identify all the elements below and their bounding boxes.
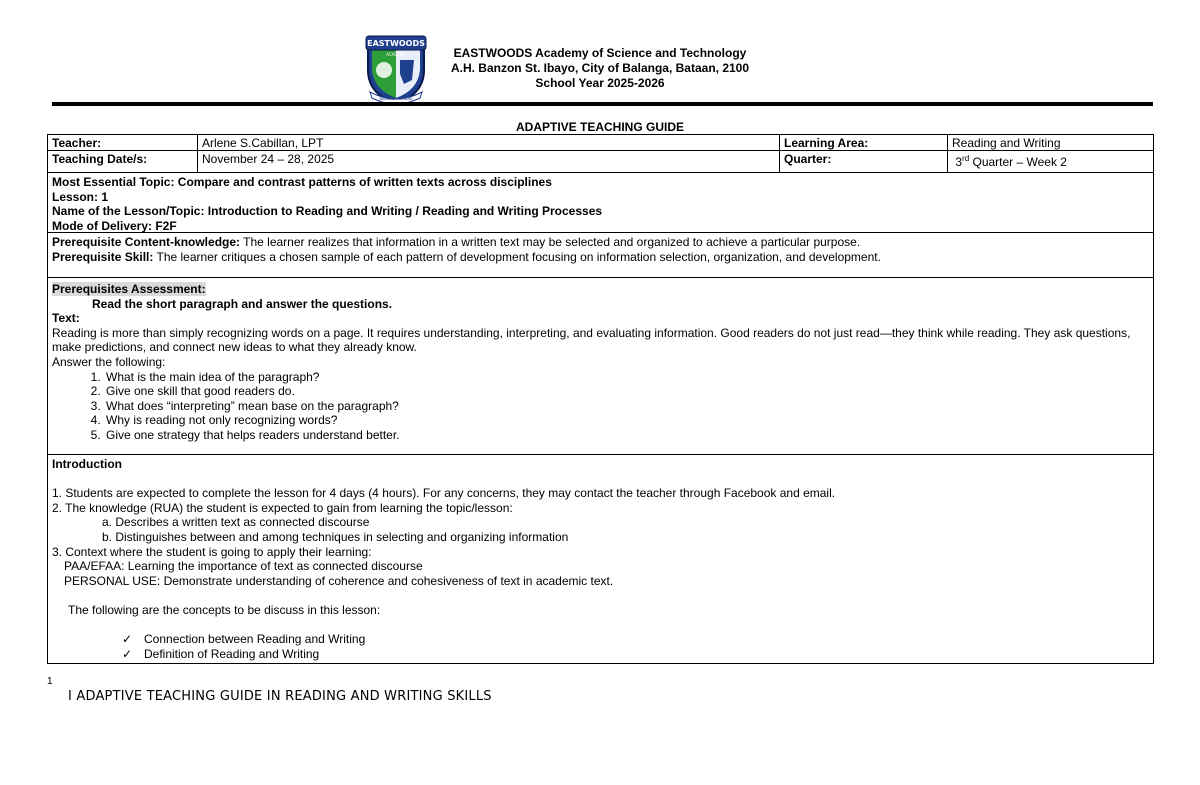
school-logo <box>360 34 432 106</box>
prerequisite-content <box>52 235 1149 250</box>
teaching-date-label: Teaching Date/s: <box>48 151 198 172</box>
introduction-heading: Introduction <box>52 457 122 471</box>
teaching-date-value: November 24 – 28, 2025 <box>198 151 780 172</box>
prerequisite-content-label: Prerequisite Content-knowledge: <box>52 235 241 249</box>
question-item: 4. Why is reading not only recognizing words? <box>104 413 1149 428</box>
essential-topic: Most Essential Topic: Compare and contrast patterns of written texts across disciplines <box>52 175 552 189</box>
check-icon: ✓ <box>122 646 133 661</box>
prerequisite-skill-label: Prerequisite Skill: <box>52 249 154 264</box>
intro-item-2a: a. Describes a written text as connected discourse <box>102 515 370 530</box>
question-item: 2. Give one skill that good readers do. <box>104 384 1149 399</box>
check-icon: ✓ <box>122 632 133 647</box>
intro-item-2: 2. The knowledge (RUA) the student is expected to gain from learning the topic/lesson: <box>52 500 513 515</box>
text-label: Text: <box>52 311 80 326</box>
document-header <box>0 30 1200 100</box>
mode-of-delivery: Mode of Delivery: F2F <box>52 218 177 233</box>
checklist-item <box>52 647 1149 662</box>
introduction-section <box>48 455 1153 665</box>
assessment-section <box>48 278 1153 455</box>
school-info <box>440 46 760 91</box>
logo-banner-text: EASTWOODS <box>367 39 425 48</box>
lesson-name: Name of the Lesson/Topic: Introduction to Reading and Writing / Reading and Writing Processes <box>52 204 603 219</box>
intro-item-1: 1. Students are expected to complete the lesson for 4 days (4 hours). For any concerns, they may contact the teacher through Facebook and email. <box>52 486 836 501</box>
checklist-text: Definition of Reading and Writing <box>144 646 320 661</box>
learning-area-label: Learning Area: <box>780 135 948 150</box>
question-item: 5. Give one strategy that helps readers understand better. <box>104 428 1149 443</box>
assessment-heading: Prerequisites Assessment: <box>52 282 206 296</box>
reading-paragraph: Reading is more than simply recognizing words on a page. It requires understanding, interpreting, and evaluating information. Good readers do not just read—they think while reading. They ask questions, make predictions, and connect new ideas to what they already know. <box>52 325 1131 355</box>
header-rule <box>52 102 1153 106</box>
prerequisite-skill <box>52 250 1149 265</box>
logo-ribbon-text: BALANGA, BATAAN <box>379 97 413 101</box>
question-list <box>52 370 1149 443</box>
guide-title: ADAPTIVE TEACHING GUIDE <box>515 120 684 134</box>
page-number: 1 <box>47 676 53 687</box>
question-item: 1. What is the main idea of the paragraph? <box>104 370 1149 385</box>
assessment-instruction: Read the short paragraph and answer the questions. <box>92 296 393 311</box>
intro-item-2b: b. Distinguishes between and among techniques in selecting and organizing information <box>102 529 569 544</box>
quarter-value <box>948 151 1153 172</box>
teacher-row <box>48 135 1153 151</box>
concepts-intro: The following are the concepts to be discuss in this lesson: <box>68 602 381 617</box>
date-row <box>48 151 1153 173</box>
school-year: School Year 2025-2026 <box>535 76 665 90</box>
topic-section <box>48 173 1153 233</box>
answer-label: Answer the following: <box>52 354 166 369</box>
checklist-item <box>52 632 1149 647</box>
quarter-label: Quarter: <box>780 151 948 172</box>
quarter-week: Quarter – Week 2 <box>969 155 1067 169</box>
personal-use: PERSONAL USE: Demonstrate understanding of coherence and cohesiveness of text in academic text. <box>64 573 614 588</box>
logo-sub-text: ACADEMY <box>386 52 406 57</box>
school-address: A.H. Banzon St. Ibayo, City of Balanga, Bataan, 2100 <box>450 61 750 75</box>
school-name: EASTWOODS Academy of Science and Technology <box>453 46 747 60</box>
teacher-value: Arlene S.Cabillan, LPT <box>198 135 780 150</box>
prerequisite-skill-text: The learner critiques a chosen sample of each pattern of development focusing on information selection, organization, and development. <box>153 249 881 264</box>
teacher-label: Teacher: <box>48 135 198 150</box>
learning-area-value: Reading and Writing <box>952 136 1061 150</box>
lesson-number: Lesson: 1 <box>52 189 109 204</box>
quarter-number: 3 <box>955 155 963 169</box>
question-item: 3. What does “interpreting” mean base on the paragraph? <box>104 399 1149 414</box>
paa-efaa: PAA/EFAA: Learning the importance of text as connected discourse <box>64 559 423 574</box>
prerequisite-section <box>48 233 1153 278</box>
page-footer: I ADAPTIVE TEACHING GUIDE IN READING AND WRITING SKILLS <box>68 689 492 704</box>
quarter-ordinal: rd <box>962 154 970 163</box>
teaching-guide-table <box>47 134 1154 664</box>
checklist-text: Connection between Reading and Writing <box>144 632 366 647</box>
intro-item-3: 3. Context where the student is going to apply their learning: <box>52 544 372 559</box>
prerequisite-content-text: The learner realizes that information in a written text may be selected and organized to achieve a particular purpose. <box>240 235 861 249</box>
